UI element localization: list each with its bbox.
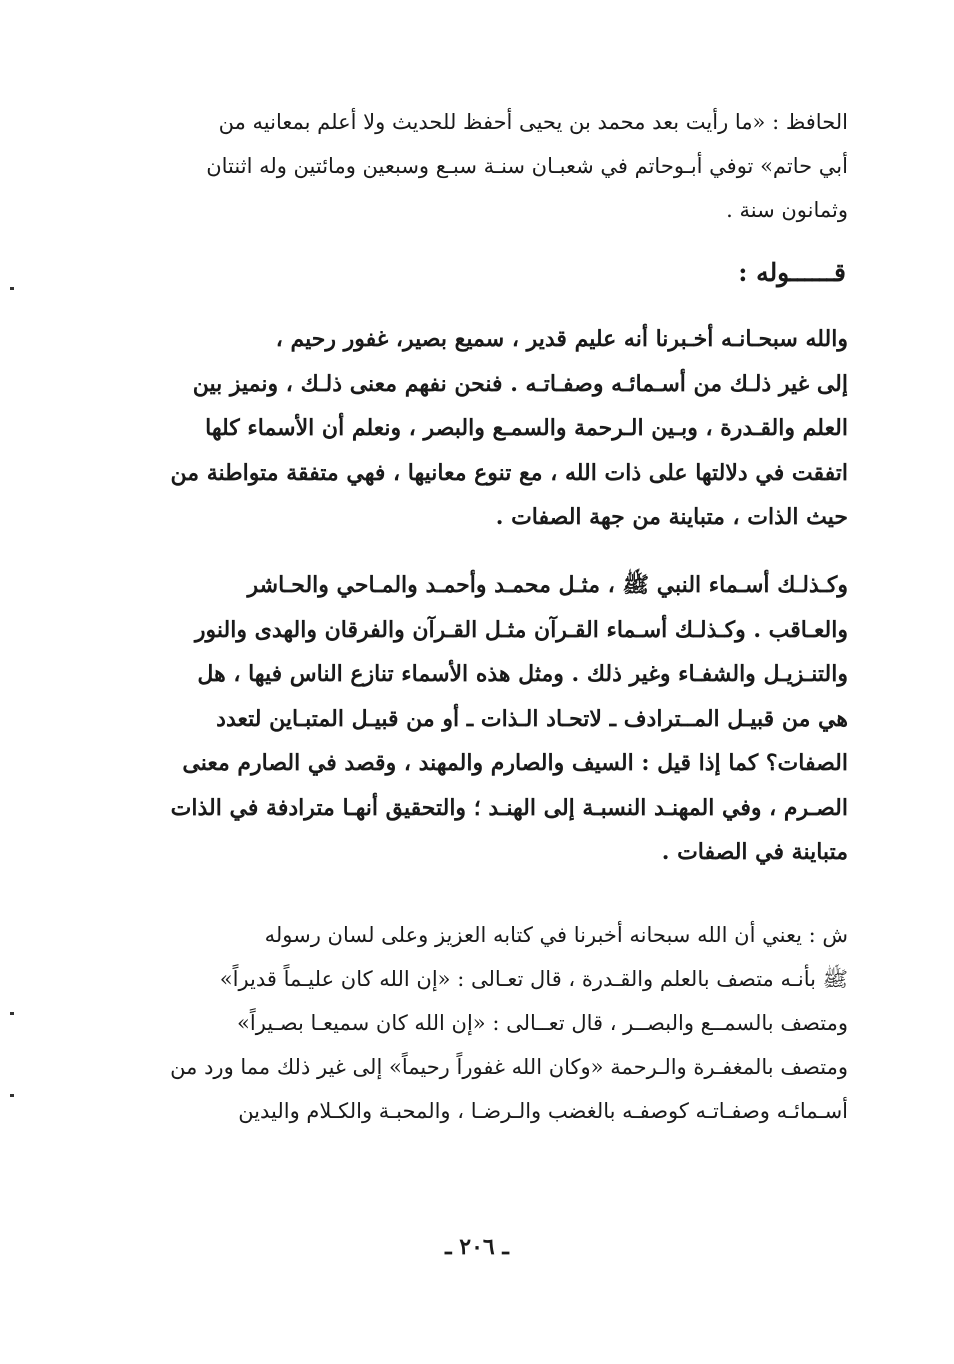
text-line: ومتصف بالسمــع والبصــر ، قال تعــالى : «إن الله كان سميعـا بصـيراً» [237, 1011, 848, 1035]
text-line: حيث الذات ، متباينة من جهة الصفات . [495, 504, 848, 530]
scan-speck [10, 1012, 14, 1015]
text-line: إلى غير ذلـك من أسـمائـه وصفـاتـه . فنحن نفهم معنى ذلـك ، ونميز بين [192, 370, 848, 397]
scan-speck [10, 1094, 14, 1097]
sharh-paragraph [148, 913, 848, 1133]
text-line: ش : يعني أن الله سبحانه أخبرنا في كتابه العزيز وعلى لسان رسوله [264, 923, 848, 947]
text-line: وكـذلـك أسـماء النبي ﷺ ، مثـل محمـد وأحمـد والمـاحي والحـاشر [247, 572, 848, 598]
text-line: ومتصف بالمغفـرة والـرحمة «وكان الله غفوراً رحيماً» إلى غير ذلك مما ورد من [170, 1055, 848, 1079]
text-line: العلم والقـدرة ، وبـين الـرحمة والسمـع والبصر ، ونعلم أن الأسماء كلها [205, 415, 848, 441]
matn-paragraph-2 [148, 563, 848, 875]
intro-paragraph [148, 100, 848, 232]
text-line: الصـرم ، وفي المهنـد النسبـة إلى الهنـد ؛ والتحقيق أنهـا مترادفة في الذات [170, 794, 848, 821]
text-line: أسـمائـه وصفـاتـه كوصفـه بالغضب والـرضـا ، والمحبـة والكـلام واليدين [238, 1099, 848, 1123]
text-line: ﷺ بأنـه متصف بالعلم والقـدرة ، قال تعـالى : «إن الله كان عليـماً قديراً» [219, 967, 848, 991]
text-line: الصفات؟ كما إذا قيل : السيف والصارم والمهند ، وقصد في الصارم معنى [182, 750, 848, 776]
text-line: هي من قبيـل المــترادف ـ لاتحـاد الـذات ـ أو من قبيـل المتبـاين لتعدد [216, 705, 848, 732]
text-line: والله سبحـانـه أخـبرنا أنه عليم قدير ، سميع بصير، غفور رحيم ، [275, 326, 848, 352]
text-line: متباينة في الصفات . [661, 839, 848, 865]
page-number: ـ ٢٠٦ ـ [445, 1234, 509, 1260]
scan-speck [10, 287, 14, 290]
text-line: والعـاقب . وكـذلـك أسـماء القـرآن مثـل القـرآن والفرقان والهدى والنور [194, 616, 848, 643]
text-line: والتنـزيـل والشفـاء وغير ذلك . ومثل هذه الأسماء تنازع الناس فيها ، هل [197, 661, 848, 687]
section-heading: قــــــوله : [738, 258, 846, 287]
text-line: اتفقت في دلالتها على ذات الله ، مع تنوع معانيها ، فهي متفقة متواطنة من [170, 459, 848, 486]
text-line: وثمانون سنة . [726, 198, 848, 222]
matn-paragraph-1 [148, 317, 848, 540]
text-line: الحافظ : «ما رأيت بعد محمد بن يحيى أحفظ للحديث ولا أعلم بمعانيه من [218, 110, 848, 134]
text-line: أبي حاتم» توفي أبـوحاتم في شعبـان سنـة سبـع وسبعين ومائتين وله اثنتان [206, 154, 848, 178]
